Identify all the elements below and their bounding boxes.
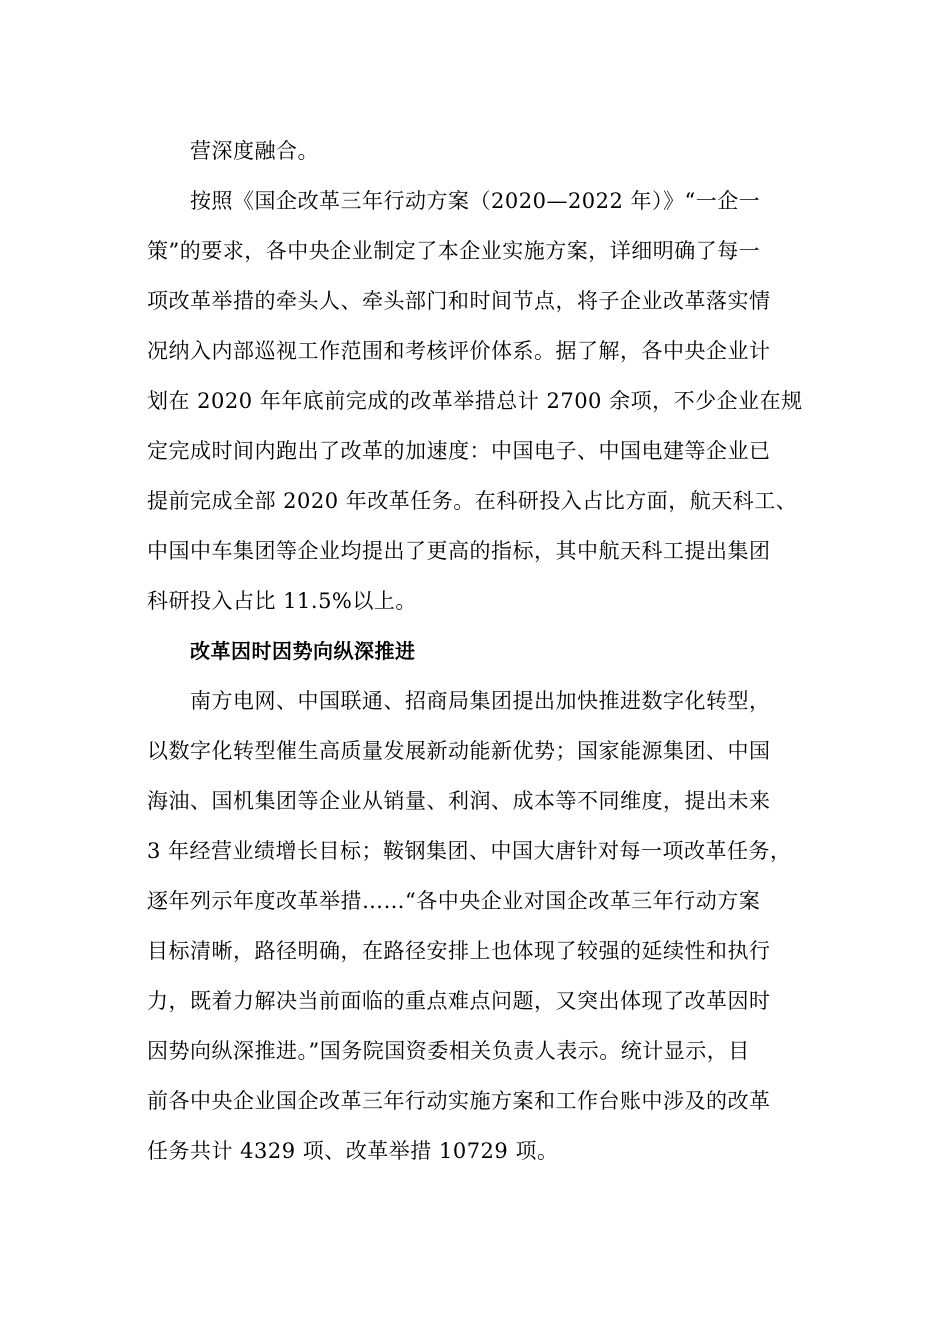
- paragraph-line: 营深度融合。: [190, 139, 319, 163]
- paragraph-line: 科研投入占比 11.5%以上。: [147, 589, 417, 613]
- paragraph-line: 以数字化转型催生高质量发展新动能新优势；国家能源集团、中国: [147, 739, 771, 763]
- paragraph-line: 划在 2020 年年底前完成的改革举措总计 2700 余项，不少企业在规: [147, 389, 803, 413]
- paragraph-line: 前各中央企业国企改革三年行动实施方案和工作台账中涉及的改革: [147, 1089, 771, 1113]
- paragraph-line: 因势向纵深推进。”国务院国资委相关负责人表示。统计显示，目: [147, 1039, 750, 1063]
- paragraph-line: 任务共计 4329 项、改革举措 10729 项。: [147, 1139, 559, 1163]
- paragraph-line: 逐年列示年度改革举措……“各中央企业对国企改革三年行动方案: [147, 889, 761, 913]
- paragraph-line: 项改革举措的牵头人、牵头部门和时间节点，将子企业改革落实情: [147, 289, 771, 313]
- paragraph-line: 目标清晰，路径明确，在路径安排上也体现了较强的延续性和执行: [147, 939, 771, 963]
- paragraph-line: 3 年经营业绩增长目标；鞍钢集团、中国大唐针对每一项改革任务，: [147, 839, 792, 863]
- paragraph-line: 提前完成全部 2020 年改革任务。在科研投入占比方面，航天科工、: [147, 489, 798, 513]
- paragraph-line: 况纳入内部巡视工作范围和考核评价体系。据了解，各中央企业计: [147, 339, 771, 363]
- paragraph-line: 策”的要求，各中央企业制定了本企业实施方案，详细明确了每一: [147, 239, 761, 263]
- paragraph-line: 海油、国机集团等企业从销量、利润、成本等不同维度，提出未来: [147, 789, 771, 813]
- paragraph-line: 南方电网、中国联通、招商局集团提出加快推进数字化转型，: [190, 689, 771, 713]
- paragraph-line: 定完成时间内跑出了改革的加速度：中国电子、中国电建等企业已: [147, 439, 771, 463]
- section-heading: 改革因时因势向纵深推进: [190, 639, 416, 663]
- paragraph-line: 力，既着力解决当前面临的重点难点问题，又突出体现了改革因时: [147, 989, 771, 1013]
- paragraph-line: 按照《国企改革三年行动方案（2020—2022 年）》“一企一: [190, 189, 761, 213]
- paragraph-line: 中国中车集团等企业均提出了更高的指标，其中航天科工提出集团: [147, 539, 771, 563]
